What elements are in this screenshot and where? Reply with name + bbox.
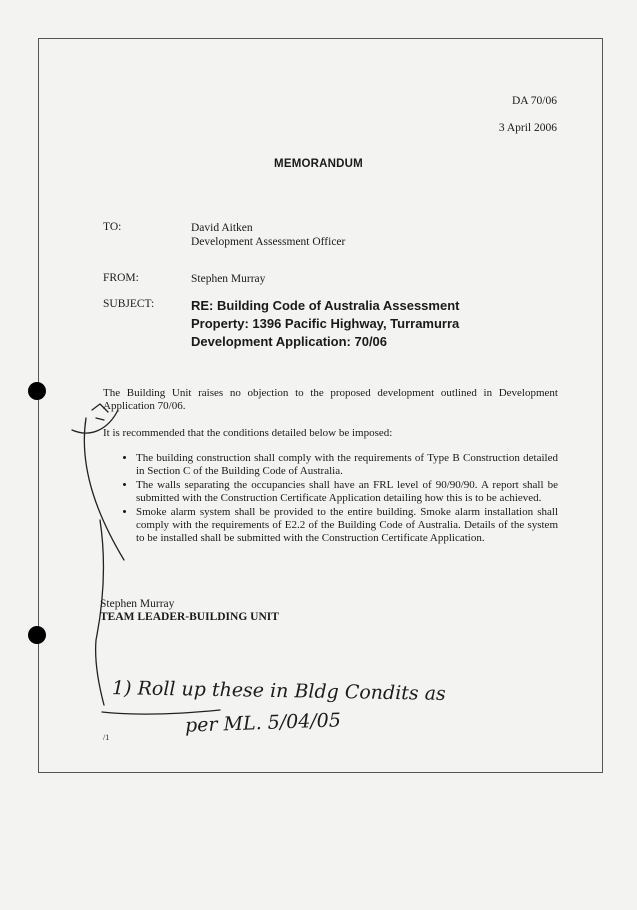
page-title: MEMORANDUM: [274, 158, 363, 170]
footer-ref: /1: [103, 733, 110, 742]
subject-label: SUBJECT:: [103, 298, 155, 310]
list-item: • Smoke alarm system shall be provided to the entire building. Smoke alarm installation shall comply with the requirements of E2.2 of the Building Code of Australia. Details of the system to be installed shall be submitted with the Construction Certificate Application.: [136, 506, 558, 545]
body-paragraph: It is recommended that the conditions detailed below be imposed:: [103, 427, 393, 439]
margin-bracket-stroke: [72, 410, 124, 705]
signature-name: Stephen Murray: [100, 598, 175, 610]
subject-line-property: Property: 1396 Pacific Highway, Turramurra: [191, 316, 460, 331]
subject-line-application: Development Application: 70/06: [191, 334, 388, 349]
signature-role: TEAM LEADER-BUILDING UNIT: [100, 611, 279, 623]
memo-date: 3 April 2006: [498, 122, 557, 134]
subject-line-re: RE: Building Code of Australia Assessment: [191, 298, 460, 313]
handwritten-note-line: 1) Roll up these in Bldg Condits as: [111, 677, 446, 705]
from-name: Stephen Murray: [191, 273, 266, 285]
ref-number: DA 70/06: [511, 95, 557, 107]
body-paragraph: The Building Unit raises no objection to the proposed development outlined in Development Application 70/06.: [103, 387, 558, 412]
to-name: David Aitken: [191, 222, 253, 234]
handwritten-note-line: per ML. 5/04/05: [184, 709, 342, 737]
list-item: • The building construction shall comply with the requirements of Type B Construction detailed in Section C of the Building Code of Australia.: [136, 452, 558, 478]
check-mark-stroke: [92, 404, 108, 420]
from-label: FROM:: [103, 272, 139, 284]
list-item: • The walls separating the occupancies shall have an FRL level of 90/90/90. A report shall be submitted with the Construction Certificate Application detailing how this is to be achieved.: [136, 479, 558, 505]
to-position: Development Assessment Officer: [191, 236, 346, 248]
to-label: TO:: [103, 221, 122, 233]
